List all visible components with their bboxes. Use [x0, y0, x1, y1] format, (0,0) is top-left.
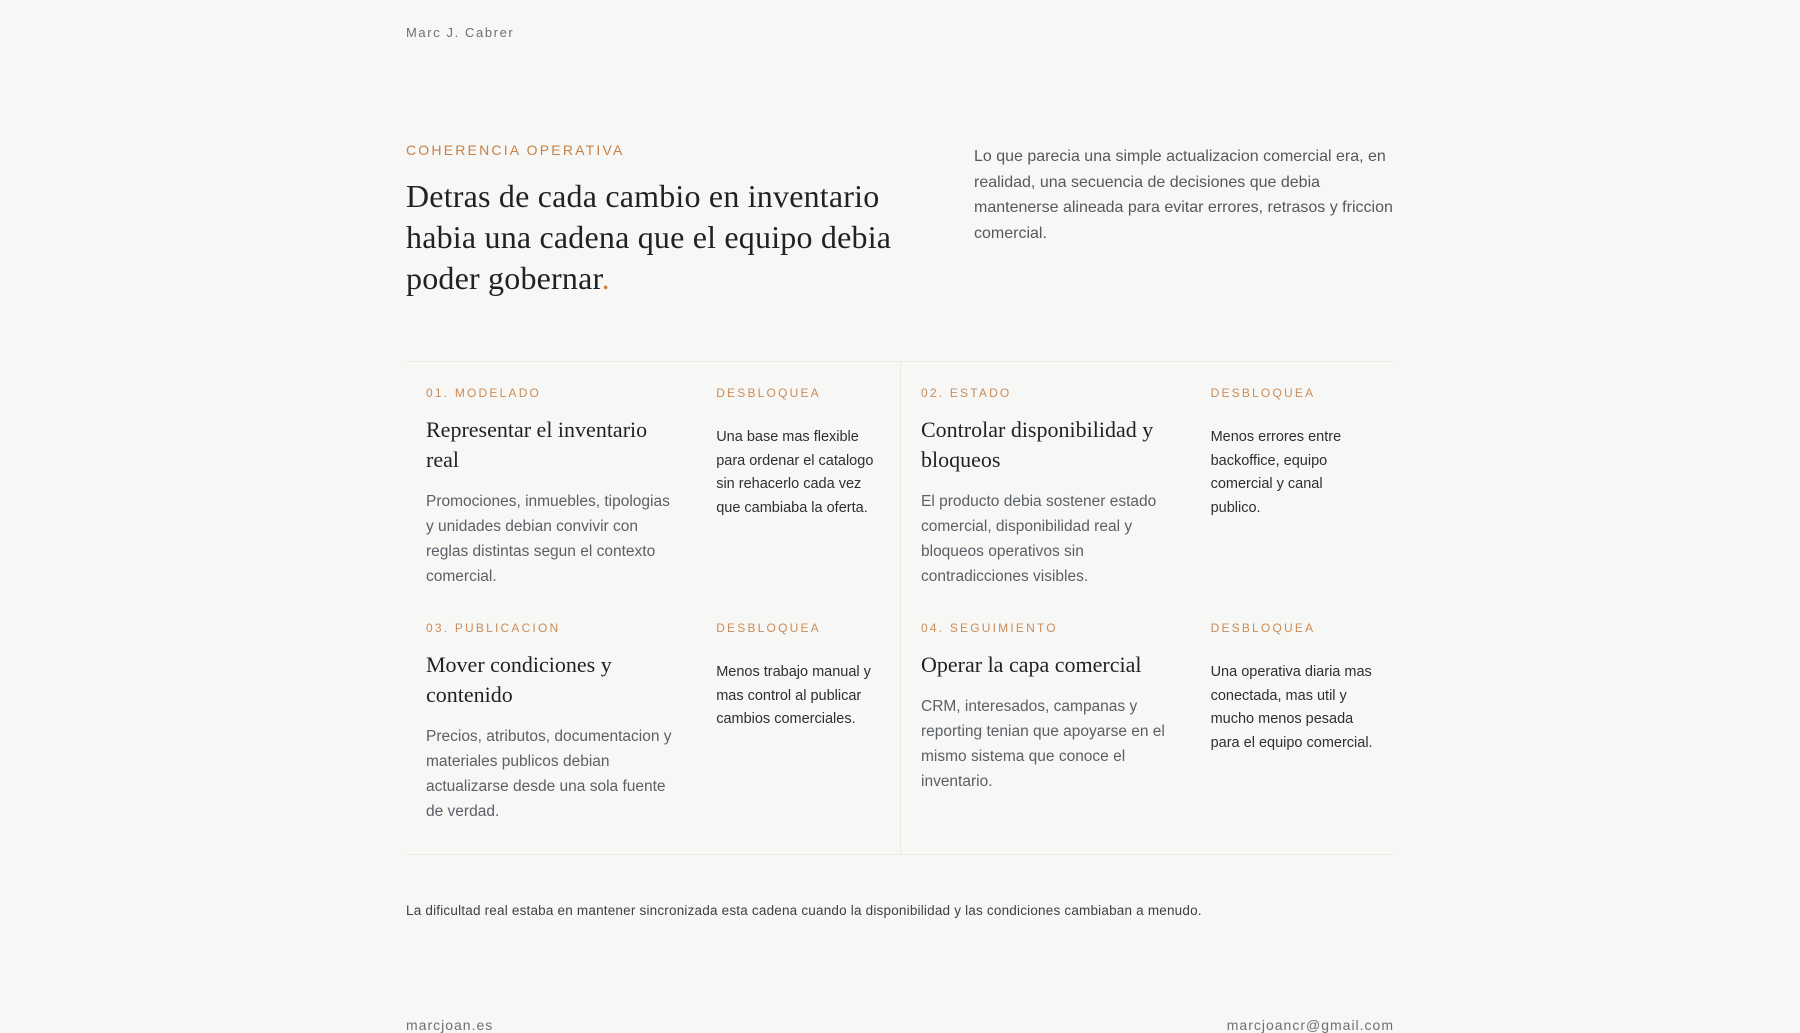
grid-item-title: Controlar disponibilidad y bloqueos	[921, 417, 1154, 472]
unlock-label: DESBLOQUEA	[716, 386, 821, 400]
unlock-description: Menos errores entre backoffice, equipo comercial y canal publico.	[1210, 429, 1342, 516]
grid-item-title: Mover condiciones y contenido	[426, 652, 612, 707]
page-title-text: Detras de cada cambio en inventario habia una cadena que el equipo debia poder gobernar	[406, 178, 892, 296]
unlock-description: Una base mas flexible para ordenar el catalogo sin rehacerlo cada vez que cambiaba la oferta.	[716, 429, 874, 516]
intro-lead-paragraph: Lo que parecia una simple actualizacion comercial era, en realidad, una secuencia de decisiones que debia mantenerse alineada para evitar errores, retrasos y friccion comercial.	[974, 148, 1393, 242]
grid-item-publicacion-unlock	[716, 621, 880, 824]
grid-item-number-label: 02. ESTADO	[921, 386, 1012, 400]
grid-item-seguimiento	[921, 621, 1171, 794]
unlock-label: DESBLOQUEA	[1210, 386, 1316, 400]
site-header	[406, 24, 1394, 42]
brand-name[interactable]: Marc J. Cabrer	[406, 25, 515, 40]
unlock-label: DESBLOQUEA	[716, 621, 821, 635]
grid-column-left	[406, 362, 900, 854]
footer-email-link[interactable]: marcjoancr@gmail.com	[1226, 1017, 1394, 1033]
grid-item-number-label: 03. PUBLICACION	[426, 621, 561, 635]
process-grid	[406, 361, 1394, 855]
grid-item-number-label: 01. MODELADO	[426, 386, 542, 400]
grid-item-estado	[921, 386, 1171, 621]
grid-item-description: El producto debia sostener estado comercial, disponibilidad real y bloqueos operativos sin contradicciones visibles.	[921, 493, 1157, 585]
grid-row-publicacion	[426, 621, 880, 824]
page-title-accent-period: .	[601, 260, 610, 296]
grid-item-modelado-unlock	[716, 386, 880, 621]
intro-section	[406, 142, 1394, 299]
closing-note: La dificultad real estaba en mantener sincronizada esta cadena cuando la disponibilidad y las condiciones cambiaban a menudo.	[406, 903, 1202, 918]
grid-row-estado	[921, 386, 1374, 621]
page-container	[406, 0, 1394, 1033]
grid-column-right	[900, 362, 1394, 854]
grid-row-modelado	[426, 386, 880, 621]
grid-item-title: Representar el inventario real	[426, 417, 648, 472]
grid-item-seguimiento-unlock	[1211, 621, 1374, 794]
grid-item-description: CRM, interesados, campanas y reporting tenian que apoyarse en el mismo sistema que conoce el inventario.	[921, 698, 1165, 790]
section-eyebrow: COHERENCIA OPERATIVA	[406, 142, 625, 158]
grid-item-title: Operar la capa comercial	[921, 652, 1142, 677]
grid-item-description: Promociones, inmuebles, tipologias y unidades debian convivir con reglas distintas segun el contexto comercial.	[426, 493, 670, 585]
grid-item-number-label: 04. SEGUIMIENTO	[921, 621, 1058, 635]
unlock-description: Una operativa diaria mas conectada, mas util y mucho menos pesada para el equipo comercial.	[1210, 664, 1373, 751]
unlock-description: Menos trabajo manual y mas control al publicar cambios comerciales.	[716, 664, 871, 727]
unlock-label: DESBLOQUEA	[1210, 621, 1316, 635]
grid-item-publicacion	[426, 621, 676, 824]
intro-left-column	[406, 142, 916, 299]
site-footer	[406, 1017, 1394, 1033]
grid-item-estado-unlock	[1211, 386, 1374, 621]
footer-website-link[interactable]: marcjoan.es	[406, 1017, 494, 1033]
grid-item-modelado	[426, 386, 676, 621]
page-title	[406, 176, 916, 299]
grid-row-seguimiento	[921, 621, 1374, 794]
grid-item-description: Precios, atributos, documentacion y materiales publicos debian actualizarse desde una sola fuente de verdad.	[426, 728, 672, 820]
